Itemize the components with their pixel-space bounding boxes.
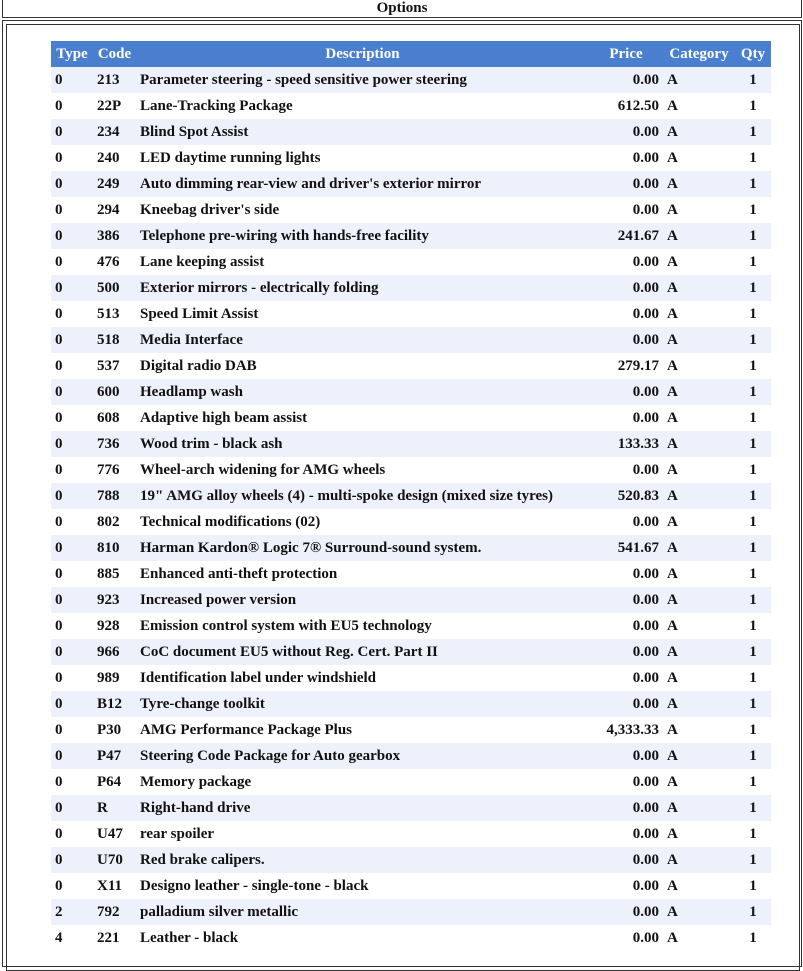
cell-qty: 1 [735, 67, 771, 93]
options-table [51, 41, 771, 951]
cell-type: 0 [51, 249, 93, 275]
cell-type: 0 [51, 67, 93, 93]
table-row [51, 769, 771, 795]
cell-code: 792 [93, 899, 136, 925]
cell-qty: 1 [735, 821, 771, 847]
cell-description: Leather - black [136, 925, 589, 951]
cell-qty: 1 [735, 795, 771, 821]
cell-type: 0 [51, 795, 93, 821]
cell-description: LED daytime running lights [136, 145, 589, 171]
cell-qty: 1 [735, 665, 771, 691]
cell-price: 0.00 [589, 327, 663, 353]
cell-price: 0.00 [589, 379, 663, 405]
cell-description: Kneebag driver's side [136, 197, 589, 223]
cell-code: 802 [93, 509, 136, 535]
cell-code: B12 [93, 691, 136, 717]
cell-code: 608 [93, 405, 136, 431]
cell-code: 513 [93, 301, 136, 327]
cell-price: 0.00 [589, 509, 663, 535]
cell-type: 0 [51, 353, 93, 379]
cell-code: 966 [93, 639, 136, 665]
cell-description: AMG Performance Package Plus [136, 717, 589, 743]
cell-type: 0 [51, 275, 93, 301]
cell-code: 537 [93, 353, 136, 379]
table-row [51, 899, 771, 925]
cell-category: A [663, 795, 735, 821]
cell-price: 0.00 [589, 119, 663, 145]
cell-price: 0.00 [589, 743, 663, 769]
cell-type: 0 [51, 405, 93, 431]
cell-qty: 1 [735, 717, 771, 743]
cell-category: A [663, 483, 735, 509]
cell-code: 928 [93, 613, 136, 639]
cell-code: 885 [93, 561, 136, 587]
cell-description: Media Interface [136, 327, 589, 353]
table-row [51, 249, 771, 275]
options-table-body [51, 67, 771, 951]
table-row [51, 93, 771, 119]
cell-price: 0.00 [589, 873, 663, 899]
table-row [51, 665, 771, 691]
table-row [51, 509, 771, 535]
table-row [51, 873, 771, 899]
cell-qty: 1 [735, 327, 771, 353]
cell-qty: 1 [735, 613, 771, 639]
cell-code: R [93, 795, 136, 821]
table-row [51, 821, 771, 847]
cell-category: A [663, 561, 735, 587]
cell-category: A [663, 769, 735, 795]
cell-category: A [663, 457, 735, 483]
cell-qty: 1 [735, 743, 771, 769]
table-row [51, 561, 771, 587]
cell-qty: 1 [735, 249, 771, 275]
cell-code: 600 [93, 379, 136, 405]
cell-code: 294 [93, 197, 136, 223]
cell-description: Parameter steering - speed sensitive power steering [136, 67, 589, 93]
table-row [51, 353, 771, 379]
cell-description: Speed Limit Assist [136, 301, 589, 327]
cell-description: Headlamp wash [136, 379, 589, 405]
cell-description: Adaptive high beam assist [136, 405, 589, 431]
cell-price: 0.00 [589, 587, 663, 613]
cell-qty: 1 [735, 691, 771, 717]
cell-qty: 1 [735, 561, 771, 587]
cell-code: 518 [93, 327, 136, 353]
cell-description: Steering Code Package for Auto gearbox [136, 743, 589, 769]
cell-category: A [663, 509, 735, 535]
cell-type: 0 [51, 301, 93, 327]
cell-price: 0.00 [589, 925, 663, 951]
cell-price: 0.00 [589, 405, 663, 431]
table-row [51, 535, 771, 561]
cell-price: 0.00 [589, 275, 663, 301]
cell-description: Red brake calipers. [136, 847, 589, 873]
cell-description: Wood trim - black ash [136, 431, 589, 457]
cell-type: 0 [51, 93, 93, 119]
table-row [51, 613, 771, 639]
cell-category: A [663, 925, 735, 951]
cell-category: A [663, 717, 735, 743]
cell-type: 0 [51, 379, 93, 405]
cell-description: Wheel-arch widening for AMG wheels [136, 457, 589, 483]
cell-category: A [663, 405, 735, 431]
cell-type: 2 [51, 899, 93, 925]
table-row [51, 119, 771, 145]
column-header-price: Price [589, 41, 663, 67]
cell-price: 0.00 [589, 665, 663, 691]
table-row [51, 405, 771, 431]
cell-type: 0 [51, 119, 93, 145]
cell-code: 249 [93, 171, 136, 197]
cell-qty: 1 [735, 275, 771, 301]
cell-price: 612.50 [589, 93, 663, 119]
cell-type: 0 [51, 587, 93, 613]
column-header-category: Category [663, 41, 735, 67]
cell-qty: 1 [735, 145, 771, 171]
cell-category: A [663, 353, 735, 379]
cell-description: Enhanced anti-theft protection [136, 561, 589, 587]
cell-price: 0.00 [589, 67, 663, 93]
cell-qty: 1 [735, 925, 771, 951]
table-row [51, 457, 771, 483]
cell-price: 0.00 [589, 691, 663, 717]
cell-code: 788 [93, 483, 136, 509]
cell-qty: 1 [735, 847, 771, 873]
options-title: Options [2, 0, 802, 18]
cell-category: A [663, 899, 735, 925]
cell-category: A [663, 171, 735, 197]
cell-description: Blind Spot Assist [136, 119, 589, 145]
cell-category: A [663, 873, 735, 899]
cell-type: 0 [51, 665, 93, 691]
table-row [51, 587, 771, 613]
cell-type: 0 [51, 145, 93, 171]
column-header-qty: Qty [735, 41, 771, 67]
cell-category: A [663, 67, 735, 93]
cell-category: A [663, 301, 735, 327]
column-header-code: Code [93, 41, 136, 67]
cell-price: 541.67 [589, 535, 663, 561]
cell-code: P64 [93, 769, 136, 795]
cell-type: 0 [51, 483, 93, 509]
column-header-type: Type [51, 41, 93, 67]
cell-price: 0.00 [589, 457, 663, 483]
cell-type: 0 [51, 171, 93, 197]
table-row [51, 197, 771, 223]
cell-type: 0 [51, 223, 93, 249]
cell-price: 0.00 [589, 301, 663, 327]
cell-qty: 1 [735, 223, 771, 249]
cell-type: 0 [51, 457, 93, 483]
cell-description: Designo leather - single-tone - black [136, 873, 589, 899]
cell-category: A [663, 639, 735, 665]
cell-price: 0.00 [589, 847, 663, 873]
table-row [51, 639, 771, 665]
cell-description: rear spoiler [136, 821, 589, 847]
cell-category: A [663, 379, 735, 405]
cell-description: palladium silver metallic [136, 899, 589, 925]
cell-qty: 1 [735, 535, 771, 561]
table-row [51, 145, 771, 171]
cell-type: 0 [51, 743, 93, 769]
table-row [51, 795, 771, 821]
cell-price: 0.00 [589, 561, 663, 587]
cell-type: 0 [51, 327, 93, 353]
cell-category: A [663, 197, 735, 223]
table-row [51, 847, 771, 873]
cell-type: 0 [51, 613, 93, 639]
table-row [51, 275, 771, 301]
cell-code: 500 [93, 275, 136, 301]
cell-type: 0 [51, 691, 93, 717]
cell-type: 0 [51, 509, 93, 535]
cell-type: 0 [51, 769, 93, 795]
cell-code: U70 [93, 847, 136, 873]
cell-type: 0 [51, 847, 93, 873]
cell-code: U47 [93, 821, 136, 847]
cell-description: CoC document EU5 without Reg. Cert. Part II [136, 639, 589, 665]
cell-qty: 1 [735, 93, 771, 119]
cell-category: A [663, 119, 735, 145]
cell-code: 923 [93, 587, 136, 613]
cell-category: A [663, 223, 735, 249]
cell-category: A [663, 691, 735, 717]
cell-description: Technical modifications (02) [136, 509, 589, 535]
cell-qty: 1 [735, 197, 771, 223]
cell-code: 22P [93, 93, 136, 119]
cell-type: 0 [51, 639, 93, 665]
table-row [51, 301, 771, 327]
cell-qty: 1 [735, 431, 771, 457]
cell-description: Telephone pre-wiring with hands-free facility [136, 223, 589, 249]
cell-qty: 1 [735, 873, 771, 899]
cell-qty: 1 [735, 405, 771, 431]
cell-price: 0.00 [589, 795, 663, 821]
cell-code: 240 [93, 145, 136, 171]
cell-qty: 1 [735, 509, 771, 535]
cell-code: 989 [93, 665, 136, 691]
cell-price: 0.00 [589, 249, 663, 275]
table-row [51, 67, 771, 93]
cell-description: Lane keeping assist [136, 249, 589, 275]
cell-price: 0.00 [589, 613, 663, 639]
cell-qty: 1 [735, 379, 771, 405]
cell-description: Identification label under windshield [136, 665, 589, 691]
table-row [51, 743, 771, 769]
cell-description: Tyre-change toolkit [136, 691, 589, 717]
cell-category: A [663, 847, 735, 873]
cell-code: 810 [93, 535, 136, 561]
cell-qty: 1 [735, 587, 771, 613]
cell-code: 776 [93, 457, 136, 483]
cell-category: A [663, 275, 735, 301]
cell-description: Right-hand drive [136, 795, 589, 821]
cell-price: 0.00 [589, 899, 663, 925]
table-row [51, 431, 771, 457]
cell-price: 279.17 [589, 353, 663, 379]
column-header-description: Description [136, 41, 589, 67]
cell-type: 0 [51, 431, 93, 457]
cell-price: 133.33 [589, 431, 663, 457]
cell-category: A [663, 613, 735, 639]
options-table-header [51, 41, 771, 67]
cell-description: Harman Kardon® Logic 7® Surround-sound system. [136, 535, 589, 561]
cell-qty: 1 [735, 769, 771, 795]
table-row [51, 379, 771, 405]
cell-description: Digital radio DAB [136, 353, 589, 379]
cell-code: X11 [93, 873, 136, 899]
cell-description: Exterior mirrors - electrically folding [136, 275, 589, 301]
table-row [51, 925, 771, 951]
cell-code: P30 [93, 717, 136, 743]
cell-category: A [663, 145, 735, 171]
cell-code: 386 [93, 223, 136, 249]
cell-category: A [663, 665, 735, 691]
cell-price: 4,333.33 [589, 717, 663, 743]
cell-category: A [663, 431, 735, 457]
cell-description: Emission control system with EU5 technology [136, 613, 589, 639]
cell-category: A [663, 587, 735, 613]
cell-type: 0 [51, 535, 93, 561]
cell-type: 4 [51, 925, 93, 951]
table-row [51, 717, 771, 743]
cell-qty: 1 [735, 457, 771, 483]
cell-type: 0 [51, 873, 93, 899]
table-row [51, 327, 771, 353]
cell-price: 0.00 [589, 145, 663, 171]
cell-category: A [663, 249, 735, 275]
cell-qty: 1 [735, 899, 771, 925]
cell-qty: 1 [735, 171, 771, 197]
cell-qty: 1 [735, 301, 771, 327]
cell-type: 0 [51, 197, 93, 223]
cell-category: A [663, 821, 735, 847]
cell-description: 19" AMG alloy wheels (4) - multi-spoke design (mixed size tyres) [136, 483, 589, 509]
cell-price: 0.00 [589, 171, 663, 197]
table-row [51, 171, 771, 197]
cell-qty: 1 [735, 119, 771, 145]
cell-price: 520.83 [589, 483, 663, 509]
cell-type: 0 [51, 561, 93, 587]
cell-price: 0.00 [589, 769, 663, 795]
cell-code: 476 [93, 249, 136, 275]
cell-qty: 1 [735, 483, 771, 509]
cell-code: P47 [93, 743, 136, 769]
cell-code: 213 [93, 67, 136, 93]
cell-code: 736 [93, 431, 136, 457]
table-row [51, 691, 771, 717]
table-row [51, 483, 771, 509]
cell-type: 0 [51, 717, 93, 743]
cell-description: Memory package [136, 769, 589, 795]
cell-description: Increased power version [136, 587, 589, 613]
cell-category: A [663, 535, 735, 561]
cell-category: A [663, 93, 735, 119]
cell-code: 234 [93, 119, 136, 145]
cell-qty: 1 [735, 639, 771, 665]
table-row [51, 223, 771, 249]
cell-price: 0.00 [589, 197, 663, 223]
cell-price: 0.00 [589, 639, 663, 665]
cell-category: A [663, 327, 735, 353]
cell-description: Auto dimming rear-view and driver's exterior mirror [136, 171, 589, 197]
cell-category: A [663, 743, 735, 769]
cell-description: Lane-Tracking Package [136, 93, 589, 119]
cell-price: 0.00 [589, 821, 663, 847]
cell-qty: 1 [735, 353, 771, 379]
cell-price: 241.67 [589, 223, 663, 249]
cell-code: 221 [93, 925, 136, 951]
cell-type: 0 [51, 821, 93, 847]
